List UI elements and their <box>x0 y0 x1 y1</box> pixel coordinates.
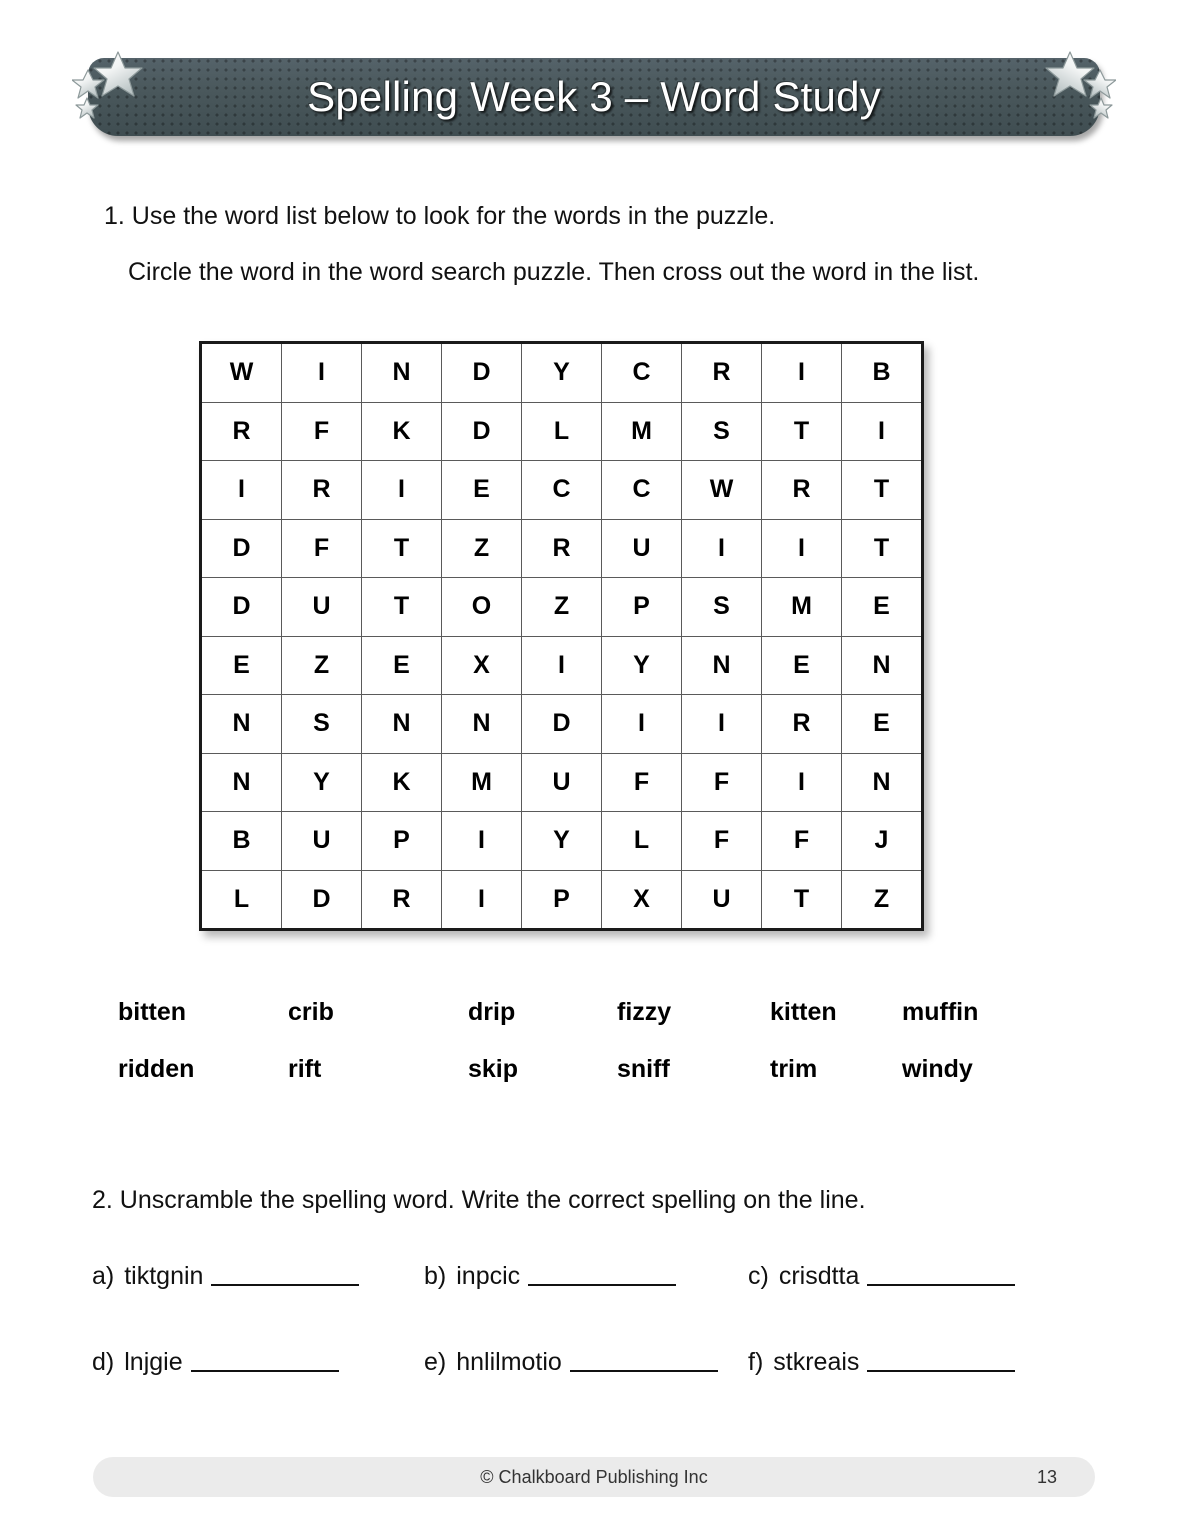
unscramble-scrambled-word: stkreais <box>773 1348 860 1376</box>
header-banner <box>88 58 1100 136</box>
word-search-cell[interactable]: F <box>282 519 362 578</box>
word-search-cell[interactable]: R <box>201 402 282 461</box>
unscramble-answer-blank[interactable] <box>191 1350 339 1372</box>
word-search-cell[interactable]: K <box>362 402 442 461</box>
word-search-cell[interactable]: R <box>762 461 842 520</box>
word-search-cell[interactable]: P <box>362 812 442 871</box>
word-search-cell[interactable]: D <box>522 695 602 754</box>
word-search-cell[interactable]: D <box>442 343 522 403</box>
word-search-cell[interactable]: E <box>362 636 442 695</box>
word-search-cell[interactable]: R <box>362 870 442 930</box>
word-search-row <box>201 636 923 695</box>
word-search-cell[interactable]: N <box>842 636 923 695</box>
word-search-cell[interactable]: I <box>682 695 762 754</box>
word-search-body <box>201 343 923 930</box>
word-search-cell[interactable]: E <box>442 461 522 520</box>
unscramble-item <box>92 1348 339 1377</box>
word-list-item[interactable]: crib <box>288 998 334 1026</box>
word-search-cell[interactable]: N <box>362 695 442 754</box>
word-search-cell[interactable]: Z <box>282 636 362 695</box>
word-search-cell[interactable]: N <box>842 753 923 812</box>
unscramble-answer-blank[interactable] <box>867 1264 1015 1286</box>
word-search-cell[interactable]: Y <box>522 812 602 871</box>
word-search-cell[interactable]: I <box>762 519 842 578</box>
word-search-row <box>201 402 923 461</box>
word-list-item[interactable]: rift <box>288 1055 322 1083</box>
unscramble-row <box>0 1348 1187 1408</box>
word-search-grid[interactable] <box>199 341 924 931</box>
word-search-cell[interactable]: T <box>362 519 442 578</box>
word-search-cell[interactable]: B <box>201 812 282 871</box>
word-search-cell[interactable]: F <box>682 753 762 812</box>
footer-bar <box>93 1457 1095 1497</box>
unscramble-item <box>92 1262 359 1291</box>
word-search-cell[interactable]: M <box>762 578 842 637</box>
unscramble-answer-blank[interactable] <box>570 1350 718 1372</box>
word-search-cell[interactable]: I <box>762 343 842 403</box>
word-search-cell[interactable]: W <box>201 343 282 403</box>
word-search-cell[interactable]: I <box>362 461 442 520</box>
word-search-cell[interactable]: C <box>522 461 602 520</box>
word-search-cell[interactable]: N <box>201 753 282 812</box>
word-search-cell[interactable]: E <box>842 695 923 754</box>
word-search-cell[interactable]: T <box>842 461 923 520</box>
word-list-item[interactable]: windy <box>902 1055 973 1083</box>
word-search-cell[interactable]: I <box>842 402 923 461</box>
word-search-row <box>201 695 923 754</box>
word-search-row <box>201 870 923 930</box>
unscramble-item <box>424 1348 718 1377</box>
instruction-2: 2. Unscramble the spelling word. Write the correct spelling on the line. <box>92 1186 866 1214</box>
unscramble-answer-blank[interactable] <box>211 1264 359 1286</box>
word-search-cell[interactable]: R <box>282 461 362 520</box>
word-list-row <box>0 998 1187 1048</box>
word-search-row <box>201 343 923 403</box>
word-search-cell[interactable]: T <box>762 870 842 930</box>
word-search-cell[interactable]: X <box>602 870 682 930</box>
word-search-cell[interactable]: M <box>602 402 682 461</box>
word-list-item[interactable]: kitten <box>770 998 837 1026</box>
word-search-cell[interactable]: Z <box>522 578 602 637</box>
word-list-item[interactable]: muffin <box>902 998 979 1026</box>
word-search-cell[interactable]: N <box>362 343 442 403</box>
word-search-row <box>201 461 923 520</box>
word-search-cell[interactable]: Y <box>282 753 362 812</box>
word-search-cell[interactable]: X <box>442 636 522 695</box>
unscramble-scrambled-word: hnlilmotio <box>456 1348 562 1376</box>
word-search-cell[interactable]: R <box>522 519 602 578</box>
page-title: Spelling Week 3 – Word Study <box>307 73 881 120</box>
word-search-cell[interactable]: N <box>442 695 522 754</box>
unscramble-item-label: f) <box>748 1348 764 1376</box>
word-search-cell[interactable]: T <box>362 578 442 637</box>
instruction-1-line-2: Circle the word in the word search puzzle. Then cross out the word in the list. <box>128 258 980 286</box>
page-number: 13 <box>1036 1467 1057 1487</box>
word-search-cell[interactable]: C <box>602 461 682 520</box>
word-search-cell[interactable]: F <box>682 812 762 871</box>
unscramble-item <box>748 1348 1015 1377</box>
unscramble-item-label: d) <box>92 1348 115 1376</box>
unscramble-answer-blank[interactable] <box>528 1264 676 1286</box>
word-search-cell[interactable]: D <box>201 519 282 578</box>
word-search-cell[interactable]: E <box>842 578 923 637</box>
word-search-cell[interactable]: I <box>682 519 762 578</box>
word-search-cell[interactable]: Z <box>442 519 522 578</box>
word-search-cell[interactable]: U <box>282 578 362 637</box>
word-list-item[interactable]: trim <box>770 1055 818 1083</box>
word-search-cell[interactable]: U <box>282 812 362 871</box>
word-search-cell[interactable]: N <box>682 636 762 695</box>
unscramble-row <box>0 1262 1187 1322</box>
word-search-cell[interactable]: C <box>602 343 682 403</box>
word-search-row <box>201 753 923 812</box>
word-search-cell[interactable]: J <box>842 812 923 871</box>
unscramble-item-label: b) <box>424 1262 447 1290</box>
unscramble-scrambled-word: tiktgnin <box>124 1262 204 1290</box>
unscramble-scrambled-word: lnjgie <box>124 1348 183 1376</box>
word-search-cell[interactable]: I <box>522 636 602 695</box>
word-search-cell[interactable]: T <box>762 402 842 461</box>
word-search-cell[interactable]: D <box>442 402 522 461</box>
word-search-cell[interactable]: L <box>201 870 282 930</box>
word-search-cell[interactable]: U <box>602 519 682 578</box>
word-list-item[interactable]: skip <box>468 1055 519 1083</box>
word-search-cell[interactable]: O <box>442 578 522 637</box>
unscramble-item-label: e) <box>424 1348 447 1376</box>
word-search-row <box>201 812 923 871</box>
word-list <box>0 998 1187 1108</box>
word-search-cell[interactable]: D <box>282 870 362 930</box>
word-search-cell[interactable]: L <box>602 812 682 871</box>
word-search-cell[interactable]: E <box>201 636 282 695</box>
word-search-cell[interactable]: I <box>762 753 842 812</box>
unscramble-scrambled-word: crisdtta <box>778 1262 860 1290</box>
word-search-cell[interactable]: S <box>282 695 362 754</box>
footer-copyright: © Chalkboard Publishing Inc <box>480 1467 708 1487</box>
word-search-cell[interactable]: M <box>442 753 522 812</box>
word-search-cell[interactable]: U <box>682 870 762 930</box>
unscramble-item-label: c) <box>748 1262 769 1290</box>
word-search-cell[interactable]: I <box>442 870 522 930</box>
word-search-cell[interactable]: I <box>201 461 282 520</box>
word-list-item[interactable]: bitten <box>118 998 187 1026</box>
word-search-cell[interactable]: B <box>842 343 923 403</box>
word-list-row <box>0 1055 1187 1105</box>
word-search-cell[interactable]: S <box>682 402 762 461</box>
word-search-cell[interactable]: F <box>602 753 682 812</box>
word-search-cell[interactable]: K <box>362 753 442 812</box>
word-search-cell[interactable]: Z <box>842 870 923 930</box>
word-search-row <box>201 578 923 637</box>
word-search-cell[interactable]: I <box>442 812 522 871</box>
instruction-1-line-1: 1. Use the word list below to look for the words in the puzzle. <box>104 202 776 230</box>
word-list-item[interactable]: drip <box>468 998 516 1026</box>
unscramble-scrambled-word: inpcic <box>456 1262 521 1290</box>
word-search-cell[interactable]: W <box>682 461 762 520</box>
word-search-cell[interactable]: L <box>522 402 602 461</box>
word-search-cell[interactable]: U <box>522 753 602 812</box>
word-search-cell[interactable]: F <box>762 812 842 871</box>
word-search-cell[interactable]: R <box>762 695 842 754</box>
word-list-item[interactable]: fizzy <box>617 998 672 1026</box>
word-search-cell[interactable]: P <box>522 870 602 930</box>
word-search-cell[interactable]: N <box>201 695 282 754</box>
word-search-cell[interactable]: D <box>201 578 282 637</box>
unscramble-answer-blank[interactable] <box>867 1350 1015 1372</box>
unscramble-items <box>0 1262 1187 1412</box>
word-list-item[interactable]: sniff <box>617 1055 670 1083</box>
word-search-cell[interactable]: Y <box>602 636 682 695</box>
word-search-cell[interactable]: F <box>282 402 362 461</box>
word-search-row <box>201 519 923 578</box>
unscramble-item <box>748 1262 1015 1291</box>
word-search-cell[interactable]: Y <box>522 343 602 403</box>
word-search-cell[interactable]: T <box>842 519 923 578</box>
unscramble-item-label: a) <box>92 1262 115 1290</box>
word-list-item[interactable]: ridden <box>118 1055 195 1083</box>
word-search-cell[interactable]: S <box>682 578 762 637</box>
word-search-cell[interactable]: E <box>762 636 842 695</box>
word-search-cell[interactable]: P <box>602 578 682 637</box>
word-search-cell[interactable]: R <box>682 343 762 403</box>
word-search-cell[interactable]: I <box>602 695 682 754</box>
unscramble-item <box>424 1262 676 1291</box>
word-search-cell[interactable]: I <box>282 343 362 403</box>
